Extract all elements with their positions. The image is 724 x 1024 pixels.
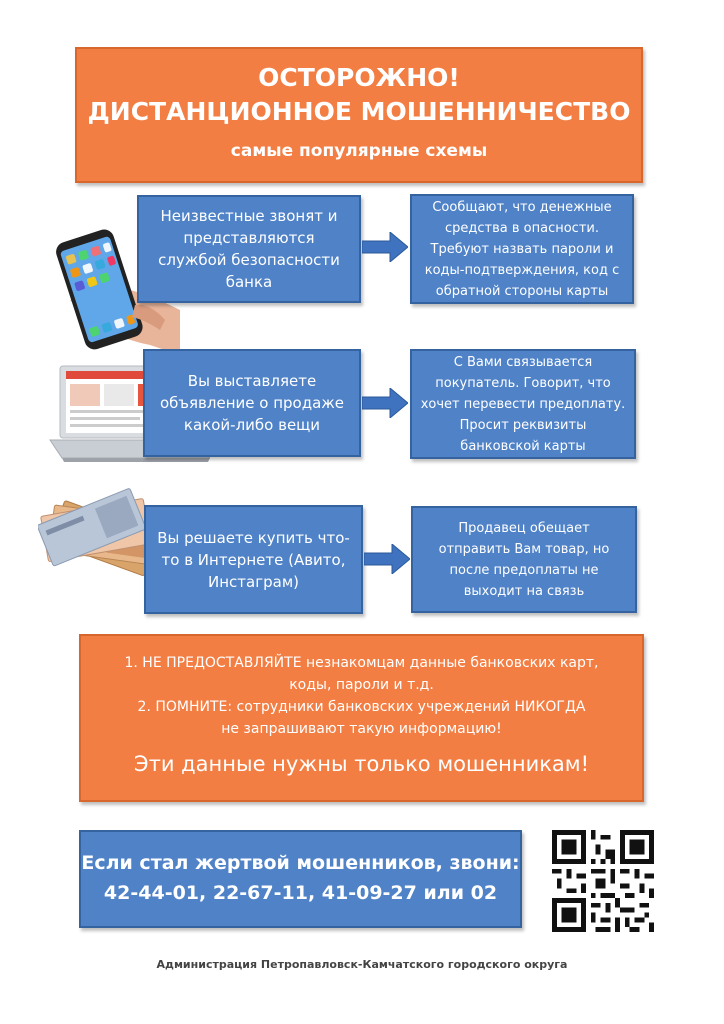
scheme-3-action bbox=[144, 505, 363, 614]
warning-line3: 2. ПОМНИТЕ: сотрудники банковских учреждений НИКОГДА bbox=[137, 699, 586, 715]
scheme-1-action bbox=[137, 195, 361, 303]
header-banner bbox=[75, 47, 643, 183]
arrow-right-icon bbox=[362, 232, 408, 262]
scheme-1-consequence bbox=[410, 194, 634, 304]
qr-code-icon bbox=[550, 830, 656, 932]
contact-box bbox=[79, 830, 522, 928]
scheme-2-action bbox=[143, 349, 361, 457]
title-line1: ОСТОРОЖНО! bbox=[258, 63, 460, 92]
scheme-1-action-text: Неизвестные звонят и представляются службой безопасности банка bbox=[158, 207, 340, 291]
scheme-2-action-text: Вы выставляете объявление о продаже какой-либо вещи bbox=[159, 372, 344, 434]
warning-line1: 1. НЕ ПРЕДОСТАВЛЯЙТЕ незнакомцам данные банковских карт, bbox=[124, 655, 599, 671]
scheme-2-consequence-text: С Вами связывается покупатель. Говорит, что хочет перевести предоплату. Просит реквизиты банковской карты bbox=[420, 354, 626, 454]
scheme-1-consequence-text: Сообщают, что денежные средства в опасности. Требуют назвать пароли и коды-подтверждения, код с обратной стороны карты bbox=[424, 199, 620, 299]
scheme-2-consequence bbox=[410, 349, 636, 459]
arrow-right-icon bbox=[364, 544, 410, 574]
contact-phones: 42-44-01, 22-67-11, 41-09-27 или 02 bbox=[103, 882, 498, 904]
title-line2: ДИСТАНЦИОННОЕ МОШЕННИЧЕСТВО bbox=[87, 97, 631, 126]
contact-line1: Если стал жертвой мошенников, звони: bbox=[81, 852, 520, 874]
subtitle: самые популярные схемы bbox=[230, 141, 488, 161]
warning-line2: коды, пароли и т.д. bbox=[289, 677, 434, 693]
scheme-3-consequence bbox=[411, 506, 637, 613]
footer-credit: Администрация Петропавловск-Камчатского городского округа bbox=[156, 958, 568, 971]
warning-emphasis: Эти данные нужны только мошенникам! bbox=[133, 752, 590, 776]
arrow-right-icon bbox=[362, 388, 408, 418]
scheme-3-action-text: Вы решаете купить что-то в Интернете (Авито, Инстаграм) bbox=[157, 528, 350, 591]
scheme-3-consequence-text: Продавец обещает отправить Вам товар, но после предоплаты не выходит на связь bbox=[438, 520, 610, 599]
warning-box bbox=[79, 634, 644, 802]
warning-line4: не запрашивают такую информацию! bbox=[221, 721, 502, 737]
